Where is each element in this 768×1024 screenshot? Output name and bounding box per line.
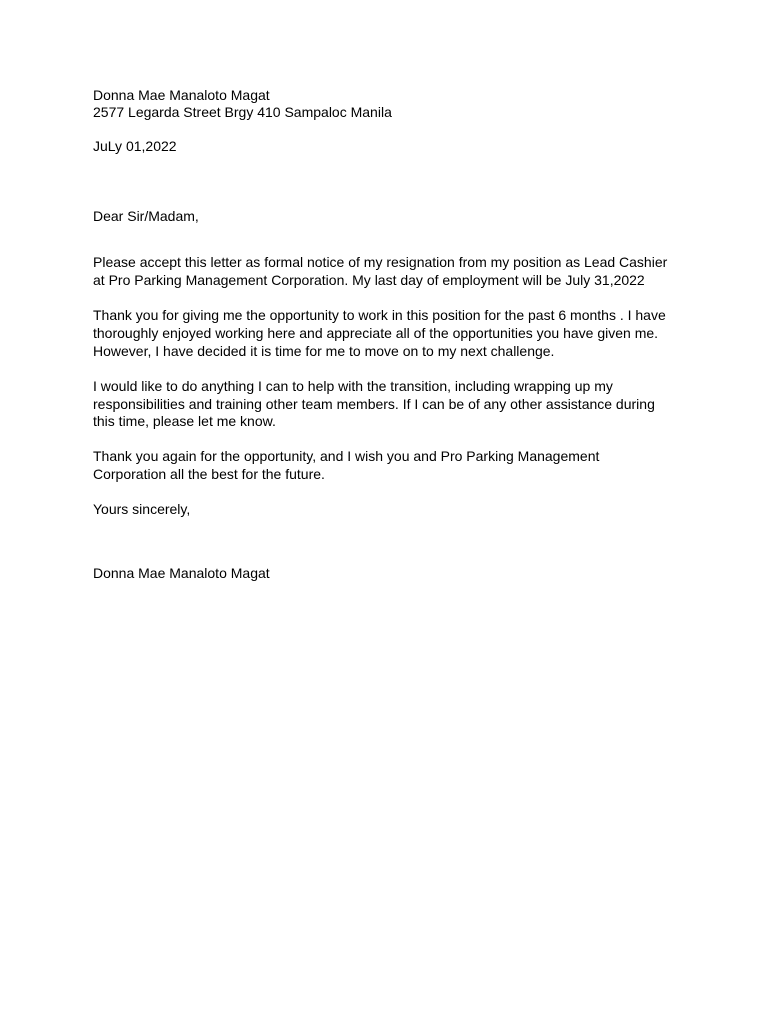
sender-name: Donna Mae Manaloto Magat <box>93 87 270 103</box>
salutation: Dear Sir/Madam, <box>93 208 199 224</box>
paragraph-3-line-3: this time, please let me know. <box>93 413 276 429</box>
paragraph-2-line-3: However, I have decided it is time for me to move on to my next challenge. <box>93 343 555 359</box>
paragraph-1-line-1: Please accept this letter as formal notice of my resignation from my position as Lead Cashier <box>93 254 668 270</box>
paragraph-3-line-1: I would like to do anything I can to help with the transition, including wrapping up my <box>93 378 613 394</box>
paragraph-4-line-2: Corporation all the best for the future. <box>93 466 325 482</box>
paragraph-4-line-1: Thank you again for the opportunity, and I wish you and Pro Parking Management <box>93 448 600 464</box>
sender-address: 2577 Legarda Street Brgy 410 Sampaloc Manila <box>93 104 392 120</box>
signature-name: Donna Mae Manaloto Magat <box>93 565 270 581</box>
letter-date: JuLy 01,2022 <box>93 138 177 154</box>
closing: Yours sincerely, <box>93 501 191 517</box>
paragraph-1-line-2: at Pro Parking Management Corporation. My last day of employment will be July 31,2022 <box>93 272 645 288</box>
paragraph-3-line-2: responsibilities and training other team members. If I can be of any other assistance during <box>93 396 655 412</box>
paragraph-2-line-1: Thank you for giving me the opportunity to work in this position for the past 6 months . I have <box>93 307 666 323</box>
paragraph-2-line-2: thoroughly enjoyed working here and appreciate all of the opportunities you have given me. <box>93 325 659 341</box>
